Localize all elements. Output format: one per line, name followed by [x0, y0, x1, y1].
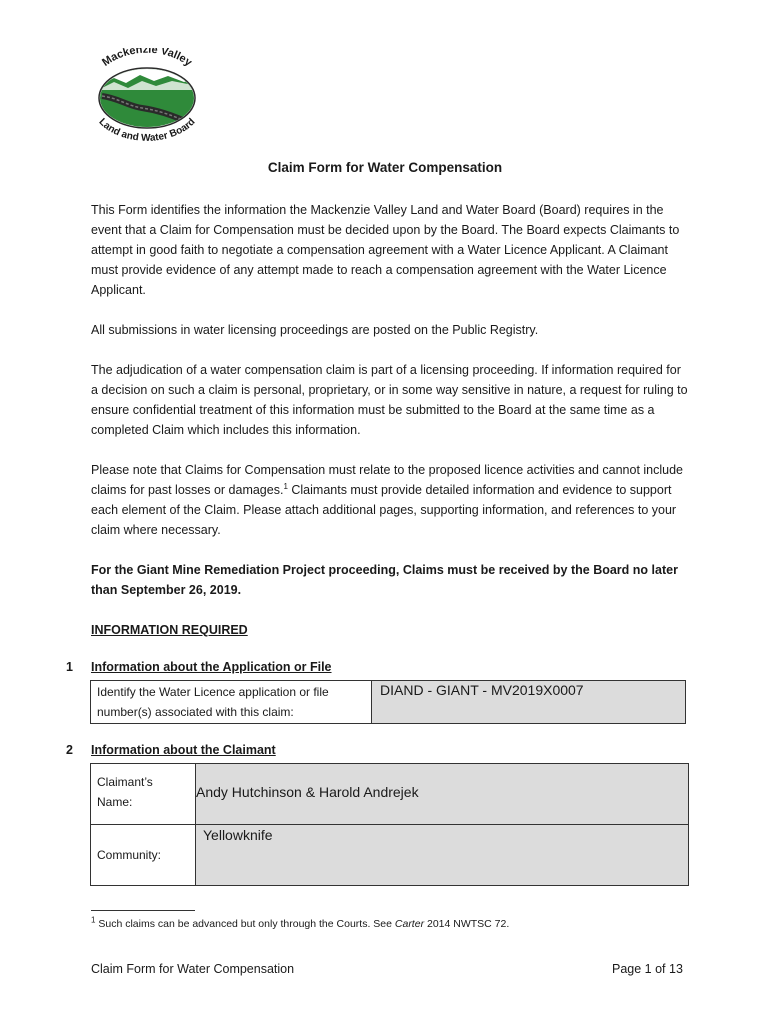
- footnote-case: Carter: [394, 918, 425, 930]
- deadline-paragraph: For the Giant Mine Remediation Project proceeding, Claims must be received by the Board no later than September 26, 2019.: [91, 563, 678, 597]
- application-label: Identify the Water Licence application or file number(s) associated with this claim:: [97, 685, 329, 719]
- claims-note-text-b: Claimants must provide detailed information and evidence to support each element of the Claim. Please attach additional pages, supporting information, and references to your claim where necessary.: [91, 483, 677, 537]
- board-logo: [84, 48, 210, 146]
- application-table: [90, 680, 686, 724]
- section-1-number: 1: [66, 660, 73, 674]
- info-required-heading: INFORMATION REQUIRED: [91, 623, 248, 637]
- claimant-name-label: Claimant’s Name:: [97, 775, 153, 809]
- footnote: [91, 915, 510, 930]
- section-1-heading: Information about the Application or File: [91, 660, 332, 674]
- footnote-ref[interactable]: 1: [283, 481, 288, 491]
- logo-top-text: Mackenzie Valley: [100, 48, 195, 69]
- page-number: Page 1 of 13: [612, 962, 683, 976]
- footnote-rule: [91, 910, 195, 911]
- footer-title: Claim Form for Water Compensation: [91, 962, 295, 976]
- claims-note-text-a: Please note that Claims for Compensation must relate to the proposed licence activities and cannot include claims for past losses or damages.: [91, 463, 683, 497]
- section-2-number: 2: [66, 743, 73, 757]
- footnote-text-b: 2014 NWTSC 72.: [424, 918, 510, 930]
- footnote-text-a: Such claims can be advanced but only through the Courts. See: [95, 918, 395, 930]
- claims-note-paragraph: [91, 460, 691, 540]
- community-label: Community:: [97, 848, 162, 862]
- application-number-field[interactable]: DIAND - GIANT - MV2019X0007: [380, 682, 584, 698]
- logo-bottom-text: Land and Water Board: [96, 116, 198, 144]
- intro-paragraph: This Form identifies the information the Mackenzie Valley Land and Water Board (Board) requires in the event that a Claim for Compensation must be decided upon by the Board. The Board expects Claimants to attempt in good faith to negotiate a compensation agreement with a Water Licence Applicant. A Claimant must provide evidence of any attempt made to reach a compensation agreement with the Water Licence Applicant.: [91, 203, 680, 297]
- registry-paragraph: All submissions in water licensing proceedings are posted on the Public Registry.: [91, 323, 539, 337]
- community-field[interactable]: Yellowknife: [203, 827, 273, 843]
- adjudication-paragraph: The adjudication of a water compensation claim is part of a licensing proceeding. If information required for a decision on such a claim is personal, proprietary, or in some way sensitive in nature, a request for ruling to ensure confidential treatment of this information must be submitted to the Board at the same time as a completed Claim which includes this information.: [91, 363, 688, 437]
- claimant-name-field[interactable]: Andy Hutchinson & Harold Andrejek: [196, 784, 419, 800]
- footnote-marker: 1: [91, 915, 96, 925]
- claimant-table: [90, 763, 689, 886]
- svg-text:Mackenzie Valley: [100, 48, 195, 69]
- section-2-heading: Information about the Claimant: [91, 743, 276, 757]
- page-title: Claim Form for Water Compensation: [267, 160, 503, 175]
